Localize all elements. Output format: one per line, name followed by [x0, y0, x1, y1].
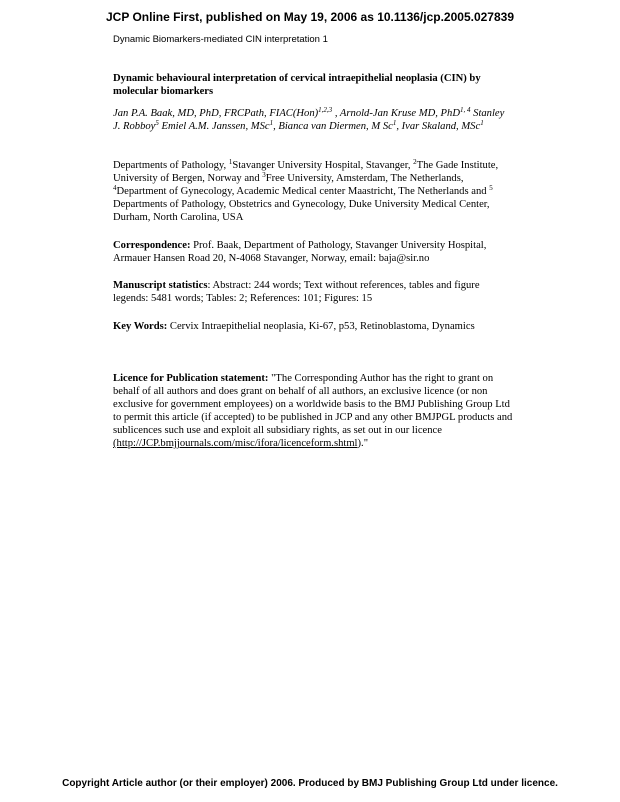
correspondence — [113, 239, 513, 265]
author-name: , Bianca van Diermen, M Sc — [273, 121, 393, 132]
affiliation-mark: 3 — [262, 171, 266, 179]
affiliation-text: Departments of Pathology, Obstetrics and Gynecology, Duke University Medical Center, Durham, North Carolina, USA — [113, 199, 490, 223]
affiliation-mark: 1, 4 — [459, 106, 471, 114]
licence-statement — [113, 372, 513, 450]
affiliation-mark: 1 — [480, 119, 484, 127]
correspondence-label: Correspondence: — [113, 240, 191, 251]
author-name: Stanley J. Robboy — [113, 108, 505, 132]
licence-link[interactable]: (http://JCP.bmjjournals.com/misc/ifora/licenceform.shtml — [113, 438, 358, 449]
licence-label: Licence for Publication statement: — [113, 373, 269, 384]
key-words-text: Cervix Intraepithelial neoplasia, Ki-67, p53, Retinoblastoma, Dynamics — [167, 321, 475, 332]
affiliation-mark: 5 — [155, 119, 159, 127]
affiliation-mark: 5 — [489, 184, 493, 192]
author-name: , Ivar Skaland, MSc — [396, 121, 481, 132]
affiliation-text: Stavanger University Hospital, Stavanger, — [232, 160, 414, 171]
licence-text: "The Corresponding Author has the right to grant on behalf of all authors and does grant on behalf of all authors, an exclusive licence (or non exclusive for government employees) on a worldwide basis to the BMJ Publishing Group Ltd to permit this article (if accepted) to be published in JCP and any other BMJPGL products and sublicences such use and exploit all subsidiary rights, as set out in our licence — [113, 373, 513, 436]
copyright-footer: Copyright Article author (or their employer) 2006. Produced by BMJ Publishing Group Ltd under licence. — [62, 778, 558, 789]
affiliation-mark: 4 — [113, 184, 117, 192]
affiliation-mark: 1 — [228, 158, 233, 166]
running-head: Dynamic Biomarkers-mediated CIN interpretation 1 — [113, 34, 328, 45]
article-title: Dynamic behavioural interpretation of cervical intraepithelial neoplasia (CIN) by molecular biomarkers — [113, 73, 481, 97]
licence-end: )." — [357, 438, 369, 449]
author-list — [113, 107, 513, 133]
affiliation-text: Free University, Amsterdam, The Netherlands, — [265, 173, 464, 184]
author-name: , Arnold-Jan Kruse MD, PhD — [332, 108, 460, 119]
manuscript-statistics-text: : Abstract: 244 words; Text without references, tables and figure legends: 5481 words; Tables: 2; References: 101; Figures: 15 — [113, 280, 480, 304]
correspondence-text: Prof. Baak, Department of Pathology, Stavanger University Hospital, Armauer Hansen Road 20, N-4068 Stavanger, Norway, email: baja@sir.no — [113, 240, 487, 264]
affiliations — [113, 159, 513, 224]
author-name: Jan P.A. Baak, MD, PhD, FRCPath, FIAC(Hon) — [113, 108, 319, 119]
key-words-label: Key Words: — [113, 321, 168, 332]
manuscript-statistics — [113, 279, 513, 305]
affiliation-mark: 1,2,3 — [318, 106, 333, 114]
affiliation-mark: 1 — [269, 119, 274, 127]
manuscript-statistics-label: Manuscript statistics — [113, 280, 208, 291]
author-name: Emiel A.M. Janssen, MSc — [158, 121, 270, 132]
key-words — [113, 320, 513, 333]
affiliation-text: Departments of Pathology, — [113, 160, 229, 171]
affiliation-text: The Gade Institute, University of Bergen, Norway and — [113, 160, 499, 184]
affiliation-mark: 1 — [392, 119, 397, 127]
journal-banner: JCP Online First, published on May 19, 2006 as 10.1136/jcp.2005.027839 — [106, 10, 514, 24]
affiliation-mark: 2 — [413, 158, 417, 166]
affiliation-text: Department of Gynecology, Academic Medical center Maastricht, The Netherlands and — [116, 186, 490, 197]
